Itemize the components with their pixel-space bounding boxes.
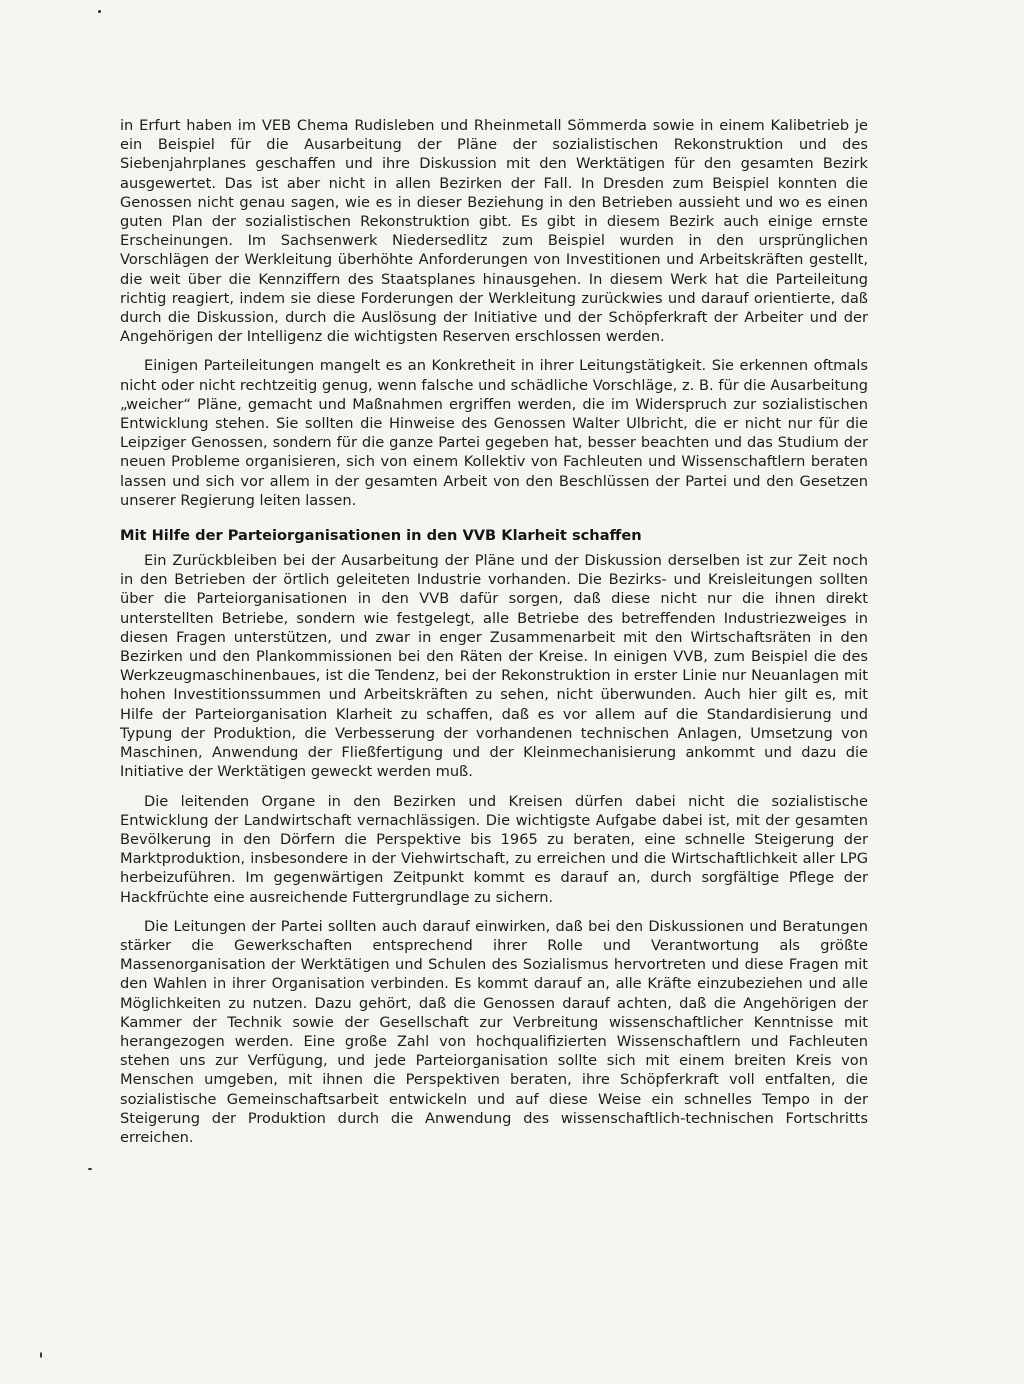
section-heading: Mit Hilfe der Parteiorganisationen in den VVB Klarheit schaffen: [120, 527, 642, 545]
paragraph: Ein Zurückbleiben bei der Ausarbeitung der Pläne und der Diskussion derselben ist zur Zeit noch in den Betrieben der örtlich geleiteten Industrie vorhanden. Die Bezirks- und Kreisleitungen sollten über die Parteiorganisationen in den VVB dafür sorgen, daß diese nicht nur die ihnen direkt unterstellten Betriebe, sondern wie festgelegt, alle Betriebe des betreffenden Industriezweiges in diesen Fragen unterstützen, und zwar in enger Zusammenarbeit mit den Wirtschaftsräten in den Bezirken und den Plankommissionen bei den Räten der Kreise. In einigen VVB, zum Beispiel die des Werkzeugmaschinenbaues, ist die Tendenz, bei der Rekonstruktion in erster Linie nur Neuanlagen mit hohen Investitionssummen und Arbeitskräften zu sehen, nicht überwunden. Auch hier gilt es, mit Hilfe der Parteiorganisation Klarheit zu schaffen, daß es vor allem auf die Standardisierung und Typung der Produktion, die Verbesserung der vorhandenen technischen Anlagen, Umsetzung von Maschinen, Anwendung der Fließfertigung und der Kleinmechanisierung ankommt und dazu die Initiative der Werktätigen geweckt werden muß.: [120, 552, 868, 781]
document-body: [120, 116, 868, 1157]
scan-speck: [40, 1352, 42, 1358]
paragraph: Die leitenden Organe in den Bezirken und Kreisen dürfen dabei nicht die sozialistische Entwicklung der Landwirtschaft vernachlässigen. Die wichtigste Aufgabe dabei ist, mit der gesamten Bevölkerung in den Dörfern die Perspektive bis 1965 zu beraten, eine schnelle Steigerung der Marktproduktion, insbesondere in der Viehwirtschaft, zu erreichen und die Wirtschaftlichkeit aller LPG herbeizuführen. Im gegenwärtigen Zeitpunkt kommt es darauf an, durch sorgfältige Pflege der Hackfrüchte eine ausreichende Futtergrundlage zu sichern.: [120, 792, 868, 906]
paragraph: in Erfurt haben im VEB Chema Rudisleben und Rheinmetall Sömmerda sowie in einem Kalibetrieb je ein Beispiel für die Ausarbeitung der Pläne der sozialistischen Rekonstruktion und des Siebenjahrplanes geschaffen und ihre Diskussion mit den Werktätigen für den gesamten Bezirk ausgewertet. Das ist aber nicht in allen Bezirken der Fall. In Dresden zum Beispiel konnten die Genossen nicht genau sagen, wie es in dieser Beziehung in den Betrieben aussieht und wo es einen guten Plan der sozialistischen Rekonstruktion gibt. Es gibt in diesem Bezirk auch einige ernste Erscheinungen. Im Sachsenwerk Niedersedlitz zum Beispiel wurden in den ursprünglichen Vorschlägen der Werkleitung überhöhte Anforderungen von Investitionen und Arbeitskräften gestellt, die weit über die Kennziffern des Staatsplanes hinausgehen. In diesem Werk hat die Parteileitung richtig reagiert, indem sie diese Forderungen der Werkleitung zurückwies und darauf orientierte, daß durch die Diskussion, durch die Auslösung der Initiative und der Schöpferkraft der Arbeiter und der Angehörigen der Intelligenz die wichtigsten Reserven erschlossen werden.: [120, 117, 868, 346]
scan-speck: [88, 1168, 92, 1170]
paragraph: Die Leitungen der Partei sollten auch darauf einwirken, daß bei den Diskussionen und Beratungen stärker die Gewerkschaften entsprechend ihrer Rolle und Verantwortung als größte Massenorganisation der Werktätigen und Schulen des Sozialismus hervortreten und diese Fragen mit den Wahlen in ihrer Organisation verbinden. Es kommt darauf an, alle Kräfte einzubeziehen und alle Möglichkeiten zu nutzen. Dazu gehört, daß die Genossen darauf achten, daß die Angehörigen der Kammer der Technik sowie der Gesellschaft zur Verbreitung wissenschaftlicher Kenntnisse mit herangezogen werden. Eine große Zahl von hochqualifizierten Wissenschaftlern und Fachleuten stehen uns zur Verfügung, und jede Parteiorganisation sollte sich mit einem breiten Kreis von Menschen umgeben, mit ihnen die Perspektiven beraten, ihre Schöpferkraft voll entfalten, die sozialistische Gemeinschaftsarbeit entwickeln und auf diese Weise ein schnelles Tempo in der Steigerung der Produktion durch die Anwendung des wissenschaftlich-technischen Fortschritts erreichen.: [120, 917, 868, 1146]
paragraph: Einigen Parteileitungen mangelt es an Konkretheit in ihrer Leitungstätigkeit. Sie erkennen oftmals nicht oder nicht rechtzeitig genug, wenn falsche und schädliche Vorschläge, z. B. für die Ausarbeitung „weicher“ Pläne, gemacht und Maßnahmen ergriffen werden, die im Widerspruch zur sozialistischen Entwicklung stehen. Sie sollten die Hinweise des Genossen Walter Ulbricht, die er nicht nur für die Leipziger Genossen, sondern für die ganze Partei gegeben hat, besser beachten und das Studium der neuen Probleme organisieren, sich von einem Kollektiv von Fachleuten und Wissenschaftlern beraten lassen und sich vor allem in der gesamten Arbeit von den Beschlüssen der Partei und den Gesetzen unserer Regierung leiten lassen.: [120, 357, 868, 509]
scan-speck: [98, 10, 101, 13]
